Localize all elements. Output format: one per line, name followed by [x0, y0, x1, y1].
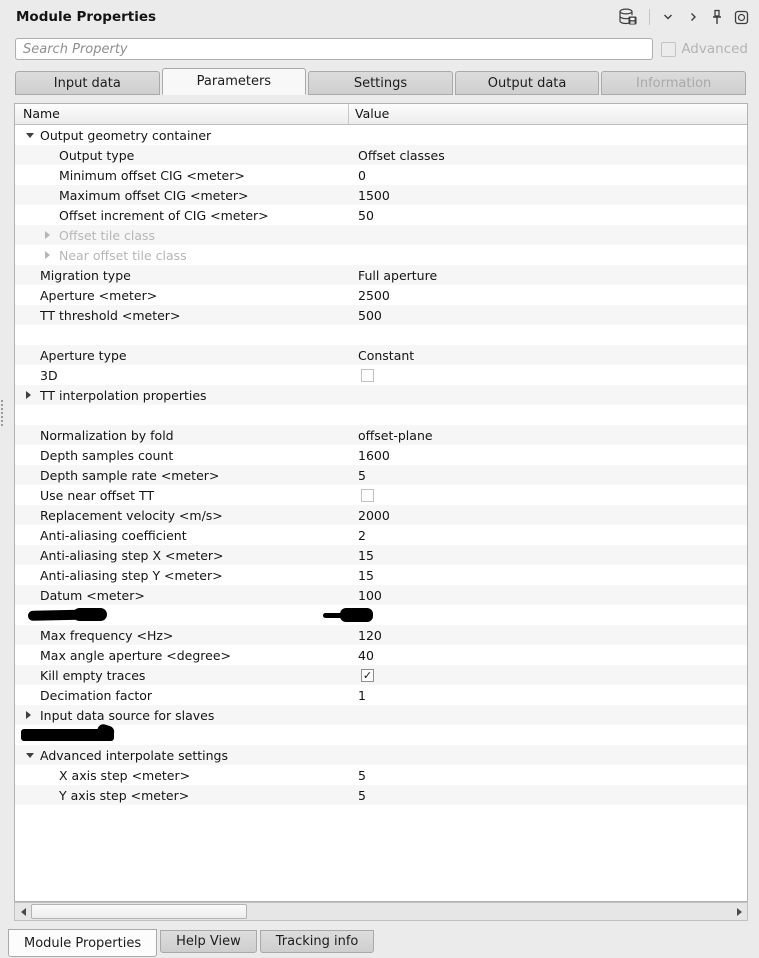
property-value: Offset classes [358, 147, 445, 163]
property-name-cell [15, 765, 349, 785]
property-value-cell [349, 765, 747, 785]
table-header [15, 104, 747, 125]
column-header-name[interactable]: Name [15, 104, 349, 124]
property-name: Output geometry container [40, 127, 212, 143]
property-value: 2500 [358, 287, 390, 303]
chevron-right-icon[interactable] [686, 10, 700, 24]
property-value: 5 [358, 767, 366, 783]
property-row[interactable] [15, 365, 747, 385]
property-value: Full aperture [358, 267, 438, 283]
search-input[interactable] [15, 38, 653, 60]
property-row[interactable] [15, 645, 747, 665]
splitter-handle[interactable] [1, 400, 4, 426]
property-row[interactable] [15, 685, 747, 705]
property-name: Aperture type [40, 347, 127, 363]
horizontal-scrollbar[interactable] [14, 902, 748, 921]
property-name: Migration type [40, 267, 131, 283]
property-value-cell [349, 525, 747, 545]
property-name-cell [15, 545, 349, 565]
property-value-cell [349, 685, 747, 705]
property-value: 5 [358, 467, 366, 483]
tab-settings[interactable]: Settings [308, 71, 453, 95]
property-name: Max angle aperture <degree> [40, 647, 231, 663]
property-name-cell [15, 165, 349, 185]
scroll-left-arrow-icon[interactable] [15, 903, 31, 920]
property-name-cell [15, 665, 349, 685]
property-value-cell [349, 385, 747, 405]
property-row[interactable] [15, 765, 747, 785]
property-row[interactable] [15, 565, 747, 585]
collapse-arrow-icon[interactable] [26, 753, 34, 758]
property-row[interactable] [15, 385, 747, 405]
property-name: Kill empty traces [40, 667, 146, 683]
tab-bar [15, 68, 748, 95]
property-value-cell [349, 645, 747, 665]
property-row[interactable] [15, 165, 747, 185]
advanced-checkbox [661, 42, 676, 57]
property-table-body [15, 125, 747, 805]
property-row[interactable] [15, 705, 747, 725]
property-value-cell [349, 425, 747, 445]
property-value: 2 [358, 527, 366, 543]
property-row[interactable] [15, 185, 747, 205]
property-name: Input data source for slaves [40, 707, 215, 723]
property-name-cell [15, 225, 349, 245]
property-value: 1 [358, 687, 366, 703]
property-name: Datum <meter> [40, 587, 145, 603]
property-value-cell [349, 245, 747, 265]
property-value-cell [349, 345, 747, 365]
property-row[interactable] [15, 785, 747, 805]
property-name-cell [15, 485, 349, 505]
titlebar-icon-group [618, 8, 749, 26]
property-name-cell [15, 745, 349, 765]
property-value-cell [349, 585, 747, 605]
property-row[interactable] [15, 505, 747, 525]
column-header-value[interactable]: Value [355, 106, 390, 121]
property-name-cell [15, 205, 349, 225]
property-name: Anti-aliasing step Y <meter> [40, 567, 223, 583]
expand-arrow-icon[interactable] [26, 711, 31, 719]
property-value: 2000 [358, 507, 390, 523]
property-name: Minimum offset CIG <meter> [59, 167, 245, 183]
property-value-cell [349, 305, 747, 325]
property-name: TT threshold <meter> [40, 307, 181, 323]
property-name-cell [15, 685, 349, 705]
bottom-tab-module-properties[interactable]: Module Properties [8, 929, 157, 957]
property-name-cell [15, 245, 349, 265]
property-name-cell [15, 705, 349, 725]
property-row[interactable] [15, 145, 747, 165]
property-name-cell [15, 385, 349, 405]
property-name-cell [15, 445, 349, 465]
property-row[interactable] [15, 225, 747, 245]
blank-row [15, 405, 747, 425]
property-row[interactable] [15, 485, 747, 505]
property-value: 100 [358, 587, 382, 603]
property-value-cell [349, 665, 747, 685]
bottom-tab-bar [8, 929, 377, 957]
property-name: Y axis step <meter> [59, 787, 190, 803]
property-value: 1600 [358, 447, 390, 463]
property-row[interactable] [15, 745, 747, 765]
redacted-row [15, 725, 747, 745]
property-name-cell [15, 125, 349, 145]
advanced-option [661, 41, 748, 57]
panel-title: Module Properties [16, 9, 157, 25]
property-value: 500 [358, 307, 382, 323]
property-row[interactable] [15, 525, 747, 545]
property-name-cell [15, 345, 349, 365]
blank-row [15, 325, 747, 345]
property-value-cell [349, 165, 747, 185]
property-row[interactable] [15, 245, 747, 265]
property-name: Decimation factor [40, 687, 153, 703]
property-name: Output type [59, 147, 135, 163]
property-value: 50 [358, 207, 374, 223]
property-name: Normalization by fold [40, 427, 174, 443]
property-value: offset-plane [358, 427, 433, 443]
property-value-cell [349, 505, 747, 525]
property-row[interactable] [15, 305, 747, 325]
property-value-cell [349, 705, 747, 725]
collapse-arrow-icon[interactable] [26, 133, 34, 138]
property-row[interactable] [15, 285, 747, 305]
advanced-label: Advanced [681, 41, 748, 57]
property-name: Depth sample rate <meter> [40, 467, 220, 483]
tab-input-data[interactable]: Input data [15, 71, 160, 95]
property-panel [14, 103, 748, 902]
property-value-cell [349, 565, 747, 585]
property-row[interactable] [15, 665, 747, 685]
redaction-mark [340, 608, 373, 622]
float-window-icon[interactable] [734, 10, 749, 25]
property-value-cell [349, 785, 747, 805]
property-value-cell [349, 445, 747, 465]
property-name: Near offset tile class [59, 247, 187, 263]
property-name-cell [15, 285, 349, 305]
property-row[interactable] [15, 585, 747, 605]
property-row[interactable] [15, 465, 747, 485]
property-row[interactable] [15, 125, 747, 145]
property-value-cell [349, 205, 747, 225]
scroll-right-arrow-icon[interactable] [731, 903, 747, 920]
property-row[interactable] [15, 445, 747, 465]
property-value: 0 [358, 167, 366, 183]
property-value: 1500 [358, 187, 390, 203]
database-save-icon[interactable] [618, 8, 638, 26]
property-value-cell [349, 145, 747, 165]
bottom-tab-tracking-info[interactable]: Tracking info [260, 930, 375, 953]
tab-information: Information [601, 71, 746, 95]
property-value: 15 [358, 547, 374, 563]
property-row[interactable] [15, 205, 747, 225]
property-row[interactable] [15, 265, 747, 285]
property-row[interactable] [15, 545, 747, 565]
expand-arrow-icon [45, 231, 50, 239]
property-name-cell [15, 565, 349, 585]
property-value-cell [349, 285, 747, 305]
property-name: Anti-aliasing step X <meter> [40, 547, 224, 563]
property-value: 120 [358, 627, 382, 643]
property-name: Maximum offset CIG <meter> [59, 187, 249, 203]
property-value-cell [349, 225, 747, 245]
property-name: Anti-aliasing coefficient [40, 527, 187, 543]
property-row[interactable] [15, 345, 747, 365]
redaction-mark [73, 608, 107, 621]
property-name-cell [15, 425, 349, 445]
value-checkbox[interactable] [361, 369, 374, 382]
property-value-cell [349, 265, 747, 285]
panel-titlebar [0, 0, 759, 30]
property-name-cell [15, 185, 349, 205]
property-row[interactable] [15, 625, 747, 645]
property-value: 15 [358, 567, 374, 583]
property-name: Depth samples count [40, 447, 174, 463]
chevron-down-icon[interactable] [661, 10, 675, 24]
expand-arrow-icon [45, 251, 50, 259]
property-name-cell [15, 525, 349, 545]
bottom-tab-help-view[interactable]: Help View [160, 930, 257, 953]
property-name-cell [15, 365, 349, 385]
expand-arrow-icon[interactable] [26, 391, 31, 399]
property-name-cell [15, 505, 349, 525]
property-name: X axis step <meter> [59, 767, 191, 783]
property-name: Aperture <meter> [40, 287, 158, 303]
property-row[interactable] [15, 425, 747, 445]
toolbar-separator [649, 9, 650, 25]
property-name: Offset increment of CIG <meter> [59, 207, 269, 223]
property-name: Replacement velocity <m/s> [40, 507, 223, 523]
scrollbar-thumb[interactable] [31, 904, 247, 919]
value-checkbox[interactable] [361, 489, 374, 502]
property-value-cell [349, 745, 747, 765]
property-name-cell [15, 305, 349, 325]
tab-parameters[interactable]: Parameters [162, 68, 307, 95]
redacted-row [15, 605, 747, 625]
property-name: Advanced interpolate settings [40, 747, 228, 763]
property-value: 40 [358, 647, 374, 663]
property-name: Offset tile class [59, 227, 156, 243]
property-value-cell [349, 625, 747, 645]
property-value: Constant [358, 347, 415, 363]
property-value-cell [349, 545, 747, 565]
property-value: 5 [358, 787, 366, 803]
value-checkbox[interactable]: ✓ [362, 668, 373, 682]
property-name-cell [15, 785, 349, 805]
property-value-cell [349, 465, 747, 485]
property-name-cell [15, 645, 349, 665]
property-name: Use near offset TT [40, 487, 155, 503]
tab-output-data[interactable]: Output data [455, 71, 600, 95]
property-name: Max frequency <Hz> [40, 627, 174, 643]
property-name-cell [15, 265, 349, 285]
property-value-cell [349, 485, 747, 505]
pin-icon[interactable] [711, 9, 723, 26]
property-name: TT interpolation properties [40, 387, 207, 403]
property-name-cell [15, 585, 349, 605]
property-name: 3D [40, 367, 58, 383]
property-value-cell [349, 365, 747, 385]
property-name-cell [15, 145, 349, 165]
property-name-cell [15, 465, 349, 485]
property-name-cell [15, 625, 349, 645]
property-value-cell [349, 185, 747, 205]
search-row [15, 38, 748, 60]
property-value-cell [349, 125, 747, 145]
